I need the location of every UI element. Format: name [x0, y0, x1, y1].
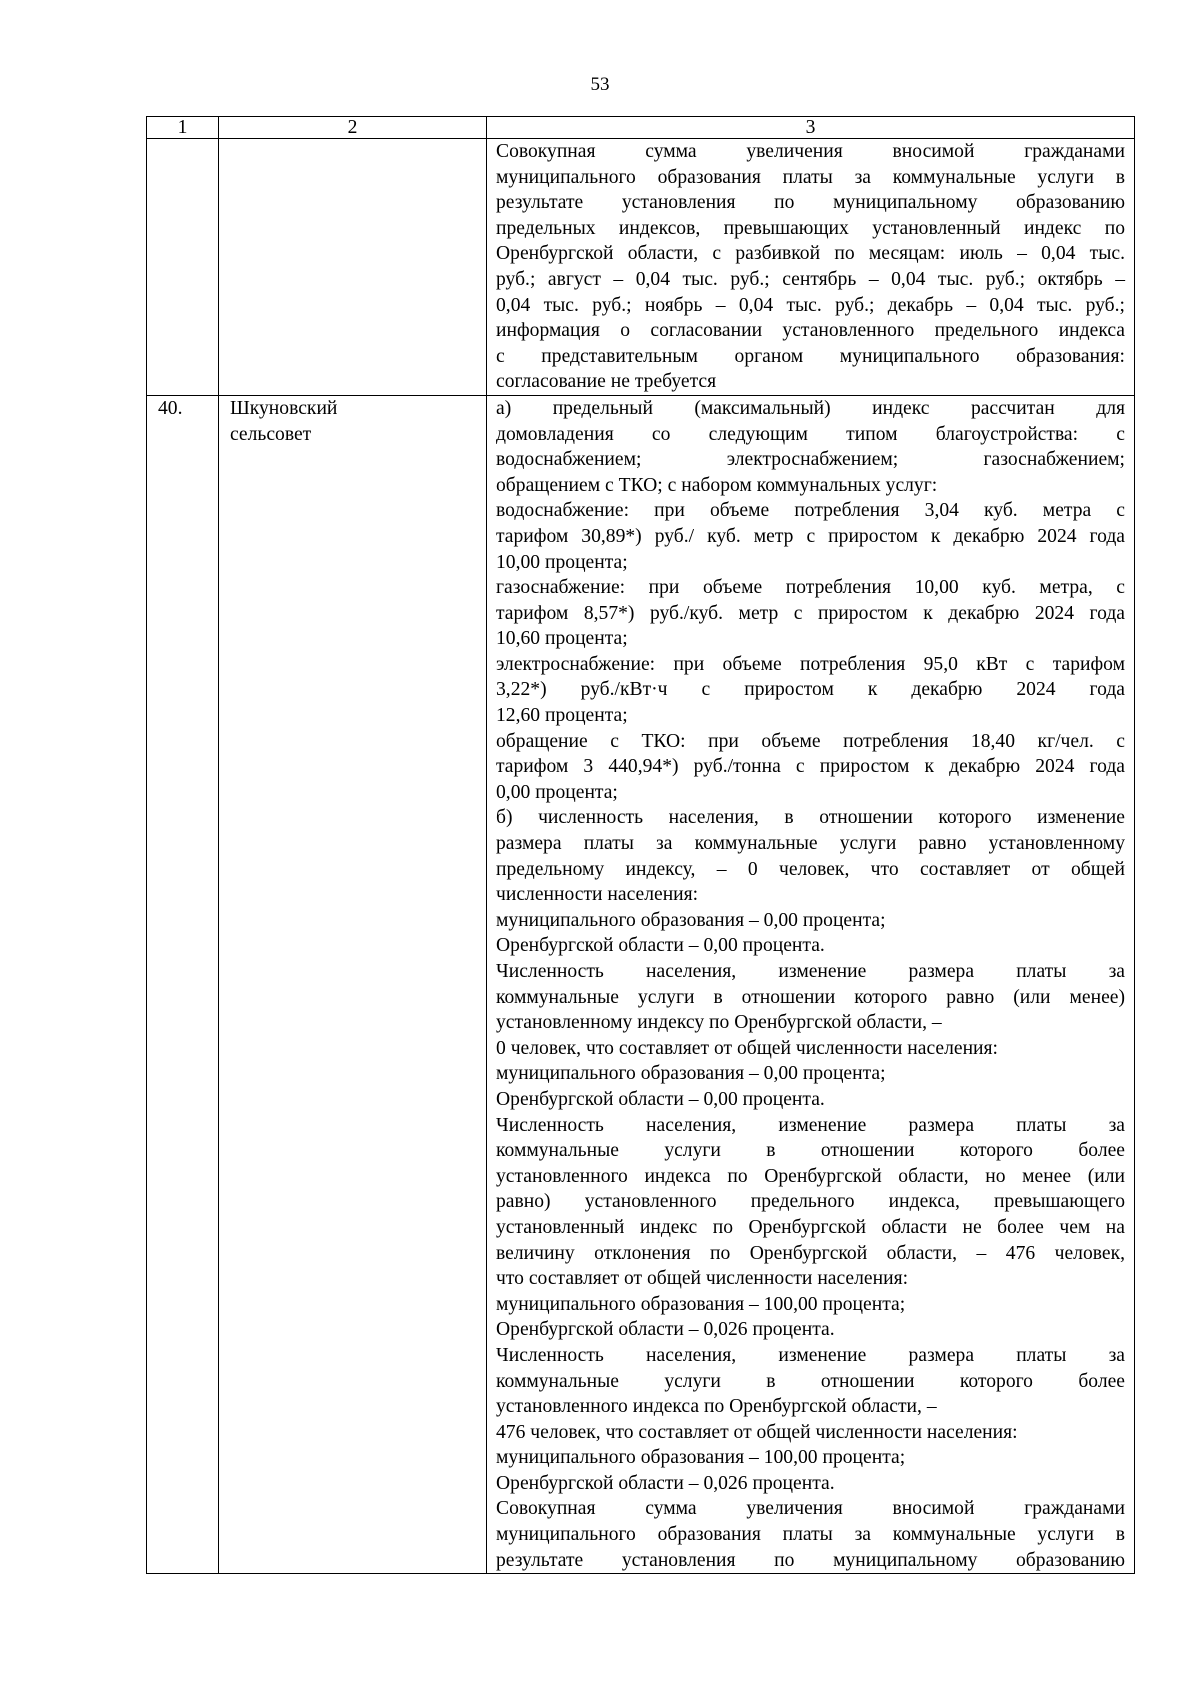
- text-line: Совокупная сумма увеличения вносимой гражданами: [496, 141, 1125, 162]
- row-number-cell: [147, 139, 219, 396]
- text-line: муниципального образования – 100,00 процента;: [496, 1293, 906, 1315]
- text-line: тарифом 8,57*) руб./куб. метр с приростом к декабрю 2024 года: [496, 602, 1125, 624]
- text-line: Оренбургской области – 0,00 процента.: [496, 1088, 825, 1110]
- text-line: муниципального образования – 0,00 процента;: [496, 909, 886, 931]
- text-line: Численность населения, изменение размера платы за: [496, 961, 1125, 982]
- text-line: Оренбургской области – 0,026 процента.: [496, 1319, 835, 1341]
- text-line: а) предельный (максимальный) индекс рассчитан для: [496, 397, 1125, 419]
- text-line: равно) установленного предельного индекса, превышающего: [496, 1191, 1125, 1213]
- text-line: коммунальные услуги в отношении которого более: [496, 1140, 1125, 1162]
- tariff-index-table: [146, 116, 1135, 1574]
- municipality-name-cell: [219, 395, 487, 1573]
- text-line: Оренбургской области – 0,00 процента.: [496, 935, 825, 957]
- municipality-name-line: сельсовет: [230, 423, 312, 445]
- text-line: результате установления по муниципальному образованию: [496, 1549, 1125, 1571]
- text-line: 10,60 процента;: [496, 628, 628, 650]
- text-line: информация о согласовании установленного предельного индекса: [496, 320, 1125, 342]
- text-line: установленный индекс по Оренбургской области не более чем на: [496, 1216, 1125, 1238]
- column-header-3: 3: [487, 117, 1135, 139]
- text-line: муниципального образования – 100,00 процента;: [496, 1447, 906, 1469]
- row-number-cell: 40.: [147, 395, 219, 1573]
- table-row-40: [147, 395, 1135, 1573]
- text-line: 10,00 процента;: [496, 551, 628, 573]
- text-line: электроснабжение: при объеме потребления 95,0 кВт с тарифом: [496, 653, 1125, 675]
- column-header-1: 1: [147, 117, 219, 139]
- text-line: Оренбургской области – 0,026 процента.: [496, 1472, 835, 1494]
- row-description-cell: [487, 139, 1135, 396]
- text-line: коммунальные услуги в отношении которого более: [496, 1370, 1125, 1392]
- text-line: 476 человек, что составляет от общей численности населения:: [496, 1421, 1018, 1443]
- text-line: 3,22*) руб./кВт·ч с приростом к декабрю 2024 года: [496, 679, 1125, 701]
- row-description-cell: [487, 395, 1135, 1573]
- text-line: муниципального образования – 0,00 процента;: [496, 1063, 886, 1085]
- column-header-2: 2: [219, 117, 487, 139]
- text-line: предельных индексов, превышающих установленный индекс по: [496, 217, 1125, 239]
- text-line: коммунальные услуги в отношении которого равно (или менее): [496, 986, 1125, 1008]
- municipality-name-line: Шкуновский: [230, 397, 338, 419]
- text-line: что составляет от общей численности населения:: [496, 1268, 909, 1290]
- text-line: согласование не требуется: [496, 371, 717, 393]
- text-line: б) численность населения, в отношении которого изменение: [496, 807, 1125, 829]
- text-line: Оренбургской области, с разбивкой по месяцам: июль – 0,04 тыс.: [496, 243, 1125, 265]
- text-line: тарифом 30,89*) руб./ куб. метр с приростом к декабрю 2024 года: [496, 525, 1125, 547]
- text-line: муниципального образования платы за коммунальные услуги в: [496, 1524, 1125, 1546]
- text-line: установленного индекса по Оренбургской области, но менее (или: [496, 1165, 1125, 1187]
- text-line: обращением с ТКО; с набором коммунальных услуг:: [496, 474, 938, 496]
- text-line: предельному индексу, – 0 человек, что составляет от общей: [496, 858, 1125, 880]
- municipality-name-cell: [219, 139, 487, 396]
- text-line: газоснабжение: при объеме потребления 10,00 куб. метра, с: [496, 577, 1125, 599]
- text-line: 0,00 процента;: [496, 781, 618, 803]
- text-line: установленному индексу по Оренбургской области, –: [496, 1012, 942, 1034]
- text-line: Численность населения, изменение размера платы за: [496, 1114, 1125, 1136]
- text-line: величину отклонения по Оренбургской области, – 476 человек,: [496, 1242, 1125, 1264]
- text-line: руб.; август – 0,04 тыс. руб.; сентябрь – 0,04 тыс. руб.; октябрь –: [496, 268, 1125, 290]
- text-line: с представительным органом муниципального образования:: [496, 345, 1125, 367]
- text-line: Численность населения, изменение размера платы за: [496, 1344, 1125, 1366]
- text-line: тарифом 3 440,94*) руб./тонна с приростом к декабрю 2024 года: [496, 756, 1125, 778]
- text-line: размера платы за коммунальные услуги равно установленному: [496, 833, 1125, 855]
- text-line: 0,04 тыс. руб.; ноябрь – 0,04 тыс. руб.; декабрь – 0,04 тыс. руб.;: [496, 294, 1125, 316]
- table-row-continued: [147, 139, 1135, 396]
- page-number: 53: [590, 74, 610, 95]
- text-line: обращение с ТКО: при объеме потребления 18,40 кг/чел. с: [496, 730, 1125, 752]
- text-line: численности населения:: [496, 884, 699, 906]
- table-header-row: [147, 117, 1135, 139]
- text-line: результате установления по муниципальному образованию: [496, 192, 1125, 214]
- text-line: 12,60 процента;: [496, 705, 628, 727]
- text-line: 0 человек, что составляет от общей численности населения:: [496, 1037, 999, 1059]
- text-line: муниципального образования платы за коммунальные услуги в: [496, 166, 1125, 188]
- text-line: водоснабжение: при объеме потребления 3,04 куб. метра с: [496, 500, 1125, 522]
- text-line: водоснабжением; электроснабжением; газоснабжением;: [496, 449, 1125, 471]
- text-line: Совокупная сумма увеличения вносимой гражданами: [496, 1498, 1125, 1520]
- text-line: установленного индекса по Оренбургской области, –: [496, 1396, 937, 1418]
- text-line: домовладения со следующим типом благоустройства: с: [496, 423, 1125, 445]
